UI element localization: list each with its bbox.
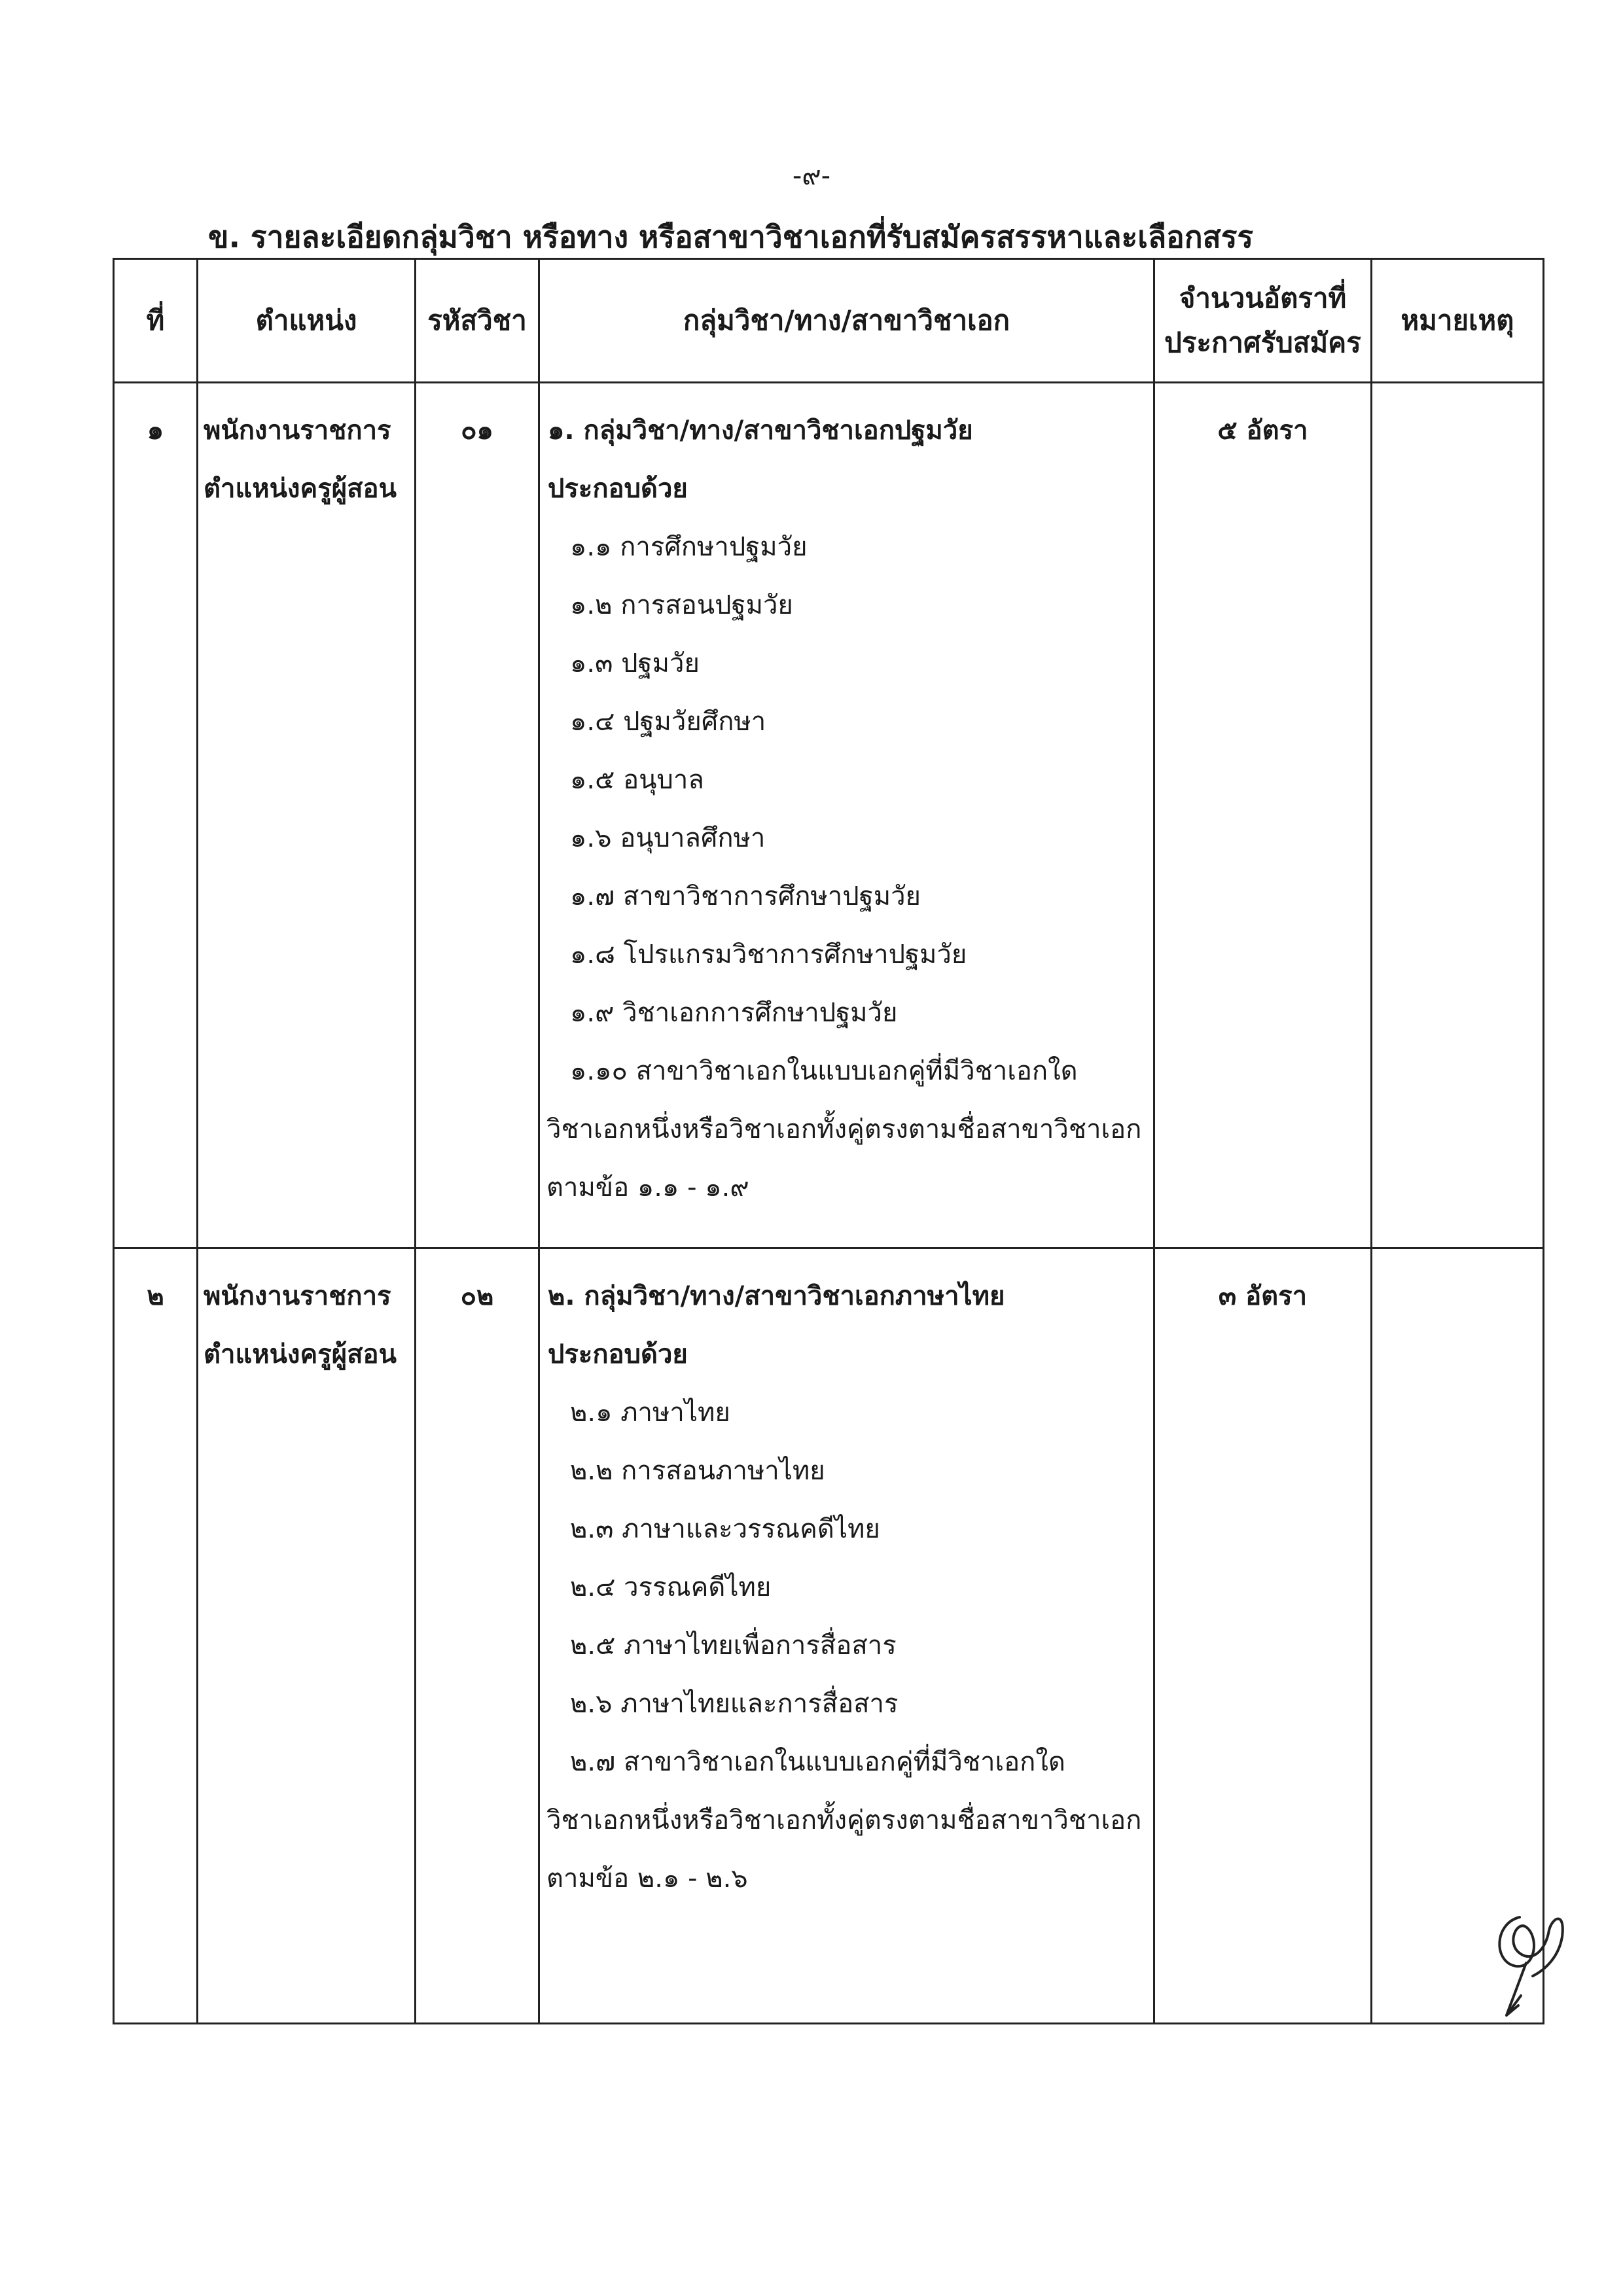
list-item: ๒.๒ การสอนภาษาไทย [570, 1456, 825, 1486]
list-item: ๒.๗ สาขาวิชาเอกในแบบเอกคู่ที่มีวิชาเอกใด [570, 1747, 1065, 1777]
position-line1: พนักงานราชการ [204, 1281, 391, 1311]
row-no-cell [114, 383, 198, 1248]
row-slots-cell [1154, 383, 1372, 1248]
section-heading: ข. รายละเอียดกลุ่มวิชา หรือทาง หรือสาขาวิชาเอกที่รับสมัครสรรหาและเลือกสรร [208, 219, 1254, 255]
header-group: กลุ่มวิชา/ทาง/สาขาวิชาเอก [539, 259, 1154, 383]
row-position-cell [198, 383, 416, 1248]
group-title: ๑. กลุ่มวิชา/ทาง/สาขาวิชาเอกปฐมวัย [548, 415, 973, 446]
note-line1: วิชาเอกหนึ่งหรือวิชาเอกทั้งคู่ตรงตามชื่อสาขาวิชาเอก [546, 1805, 1142, 1835]
list-item: ๑.๗ สาขาวิชาการศึกษาปฐมวัย [570, 881, 921, 911]
note-line2: ตามข้อ ๑.๑ - ๑.๙ [546, 1173, 749, 1203]
list-item: ๒.๑ ภาษาไทย [570, 1398, 730, 1428]
note-line1: วิชาเอกหนึ่งหรือวิชาเอกทั้งคู่ตรงตามชื่อสาขาวิชาเอก [546, 1114, 1142, 1144]
list-item: ๑.๒ การสอนปฐมวัย [570, 590, 793, 620]
list-item: ๑.๔ ปฐมวัยศึกษา [570, 707, 766, 737]
list-item: ๑.๑๐ สาขาวิชาเอกในแบบเอกคู่ที่มีวิชาเอกใด [570, 1056, 1078, 1086]
group-title: ๒. กลุ่มวิชา/ทาง/สาขาวิชาเอกภาษาไทย [548, 1281, 1005, 1311]
list-item: ๒.๓ ภาษาและวรรณคดีไทย [570, 1514, 880, 1544]
handwritten-signature-icon [1480, 1891, 1572, 2022]
row-code: ๐๑ [461, 415, 493, 446]
row-no: ๑ [147, 415, 164, 446]
row-slots: ๓ อัตรา [1218, 1281, 1308, 1311]
list-item: ๑.๘ โปรแกรมวิชาการศึกษาปฐมวัย [570, 940, 967, 970]
list-item: ๒.๕ ภาษาไทยเพื่อการสื่อสาร [570, 1631, 897, 1661]
list-item: ๑.๑ การศึกษาปฐมวัย [570, 532, 808, 562]
position-line2: ตำแหน่งครูผู้สอน [204, 474, 397, 504]
page-number: -๙- [792, 161, 831, 191]
row-remark [1372, 1249, 1543, 1267]
table-header-row [114, 259, 1544, 383]
table-row [114, 383, 1544, 1248]
group-subtitle: ประกอบด้วย [548, 474, 688, 504]
row-remark [1372, 383, 1543, 402]
list-item: ๑.๕ อนุบาล [570, 765, 704, 795]
row-no-cell [114, 1248, 198, 2024]
row-code-cell [416, 383, 539, 1248]
row-slots-cell [1154, 1248, 1372, 2024]
note-line2: ตามข้อ ๒.๑ - ๒.๖ [546, 1863, 748, 1894]
list-item: ๑.๙ วิชาเอกการศึกษาปฐมวัย [570, 998, 898, 1028]
table-row [114, 1248, 1544, 2024]
header-position: ตำแหน่ง [198, 259, 416, 383]
group-subtitle: ประกอบด้วย [548, 1339, 688, 1369]
row-group-cell [539, 383, 1154, 1248]
row-code-cell [416, 1248, 539, 2024]
list-item: ๑.๓ ปฐมวัย [570, 648, 700, 679]
header-slots-line1: จำนวนอัตราที่ [1179, 282, 1347, 314]
row-position-cell [198, 1248, 416, 2024]
row-slots: ๕ อัตรา [1217, 415, 1308, 446]
list-item: ๒.๖ ภาษาไทยและการสื่อสาร [570, 1689, 899, 1719]
row-group-cell [539, 1248, 1154, 2024]
header-slots-line2: ประกาศรับสมัคร [1164, 327, 1361, 359]
header-slots [1154, 259, 1372, 383]
position-line2: ตำแหน่งครูผู้สอน [204, 1339, 397, 1369]
header-no: ที่ [114, 259, 198, 383]
position-line1: พนักงานราชการ [204, 415, 391, 446]
subject-group-table [113, 258, 1544, 2024]
row-remark-cell [1372, 383, 1544, 1248]
list-item: ๑.๖ อนุบาลศึกษา [570, 823, 766, 853]
header-remark: หมายเหตุ [1372, 259, 1544, 383]
row-code: ๐๒ [460, 1281, 494, 1311]
row-no: ๒ [147, 1281, 164, 1311]
list-item: ๒.๔ วรรณคดีไทย [570, 1572, 772, 1602]
header-code: รหัสวิชา [416, 259, 539, 383]
